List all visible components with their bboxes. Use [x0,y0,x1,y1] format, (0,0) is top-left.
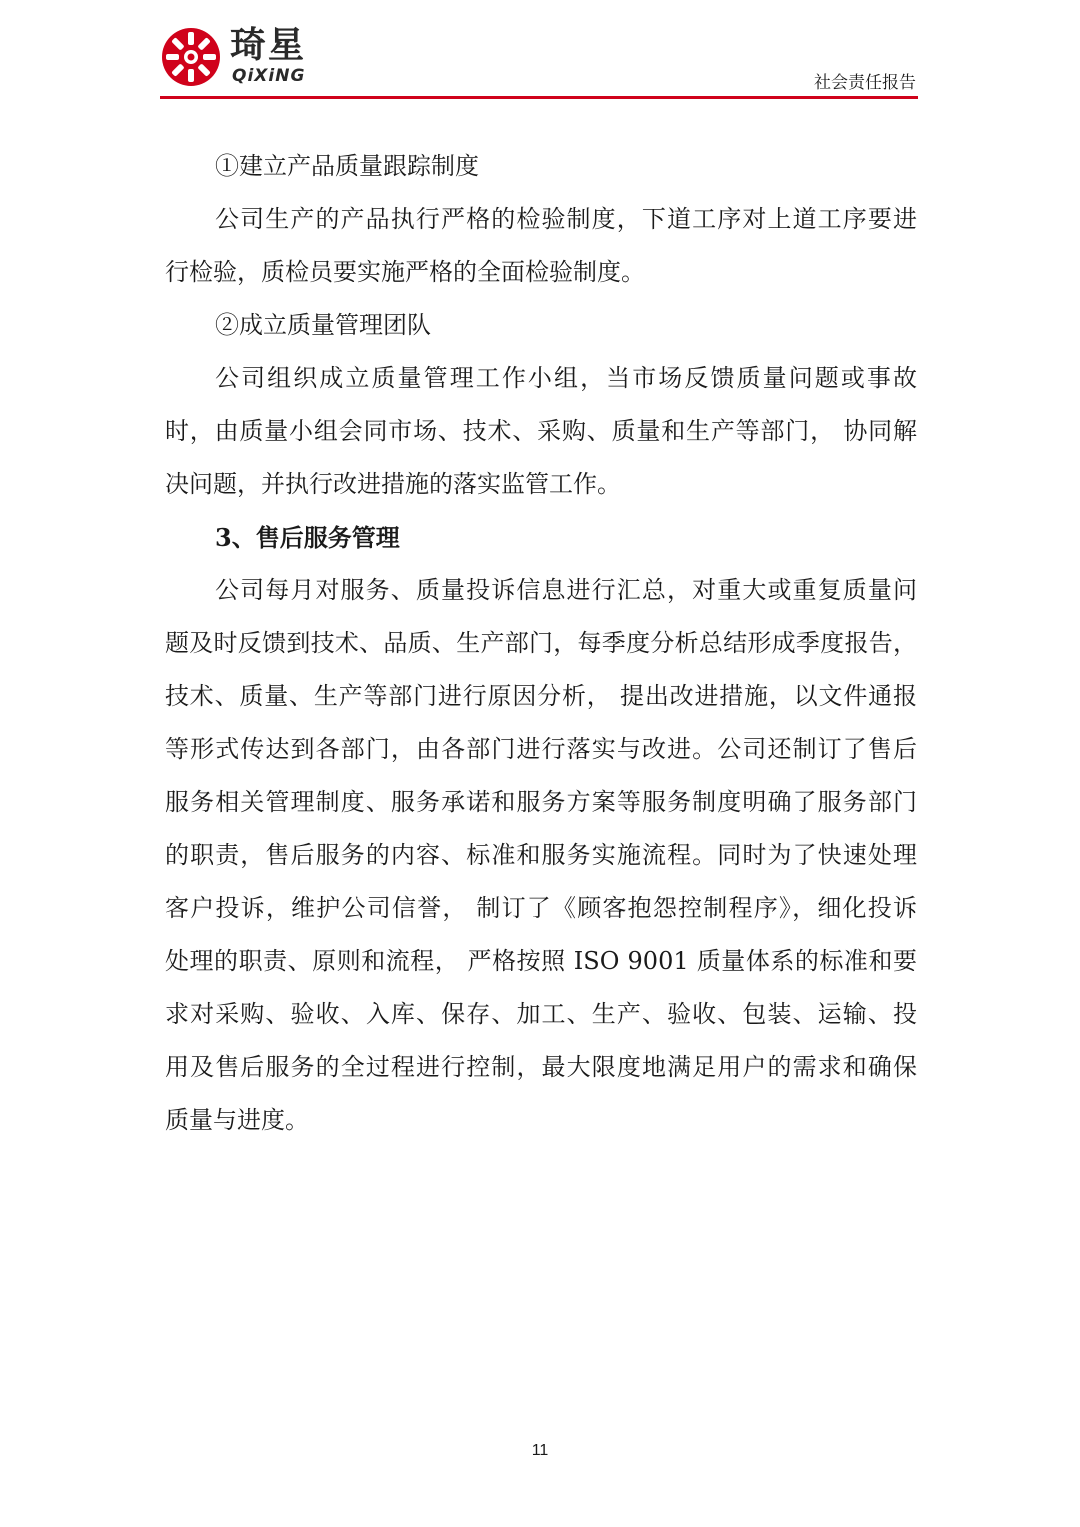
page-header [160,24,918,102]
report-title: 社会责任报告 [814,73,916,93]
paragraph-line: 行检验，质检员要实施严格的全面检验制度。 [165,258,645,286]
paragraph-line: 求对采购、验收、入库、保存、加工、生产、验收、包装、运输、投 [165,1000,917,1028]
logo-english-name: QiXiNG [232,66,306,86]
paragraph-line: 题及时反馈到技术、品质、生产部门，每季度分析总结形成季度报告， [165,629,917,657]
paragraph-line: 时，由质量小组会同市场、技术、采购、质量和生产等部门， 协同解 [165,417,917,445]
paragraph-line: 用及售后服务的全过程进行控制，最大限度地满足用户的需求和确保 [165,1053,917,1081]
paragraph-line: 公司每月对服务、质量投诉信息进行汇总，对重大或重复质量问 [215,576,917,604]
qixing-logo-icon [160,26,222,88]
paragraph-line: 服务相关管理制度、服务承诺和服务方案等服务制度明确了服务部门 [165,788,917,816]
logo-chinese-name: 琦星 [230,25,307,66]
paragraph-line: 处理的职责、原则和流程， 严格按照 ISO 9001 质量体系的标准和要 [165,947,917,975]
paragraph-line: 技术、质量、生产等部门进行原因分析， 提出改进措施，以文件通报 [165,682,917,710]
paragraph-line: 决问题，并执行改进措施的落实监管工作。 [165,470,621,498]
header-divider [160,96,918,99]
paragraph-line: 公司组织成立质量管理工作小组，当市场反馈质量问题或事故 [215,364,917,392]
document-body [165,140,917,1147]
subheading-quality-team: ②成立质量管理团队 [215,311,431,339]
subheading-tracking-system: ①建立产品质量跟踪制度 [215,152,479,180]
paragraph-line: 的职责，售后服务的内容、标准和服务实施流程。同时为了快速处理 [165,841,917,869]
page-number: 11 [531,1442,549,1459]
section-heading-after-sales: 3、售后服务管理 [215,523,400,552]
paragraph-line: 客户投诉，维护公司信誉， 制订了《顾客抱怨控制程序》，细化投诉 [165,894,917,922]
paragraph-line: 等形式传达到各部门，由各部门进行落实与改进。公司还制订了售后 [165,735,917,763]
paragraph-line: 公司生产的产品执行严格的检验制度，下道工序对上道工序要进 [215,205,917,233]
paragraph-line: 质量与进度。 [165,1106,309,1134]
